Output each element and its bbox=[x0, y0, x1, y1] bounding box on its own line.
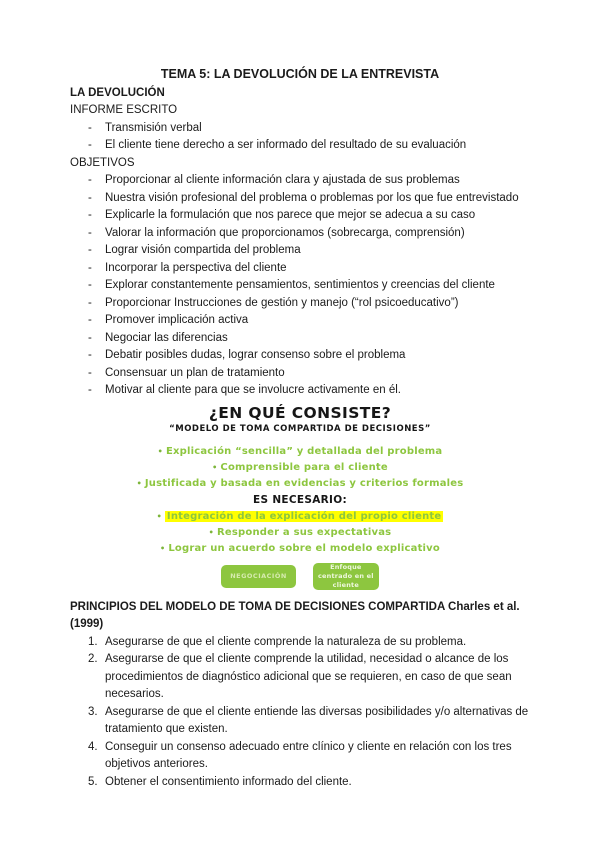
dash-bullet-marker: - bbox=[88, 279, 92, 291]
numbered-item bbox=[70, 774, 530, 792]
bullet-item bbox=[70, 347, 530, 365]
dash-bullet-marker: - bbox=[88, 296, 92, 309]
item-number: 5. bbox=[88, 775, 98, 788]
green-bullet-text: Responder a sus expectativas bbox=[217, 527, 392, 539]
enfoque-centrado-button: Enfoque centrado en el cliente bbox=[313, 563, 379, 590]
green-bullet-marker: • bbox=[212, 462, 218, 472]
green-bullet-text: Comprensible para el cliente bbox=[220, 461, 388, 473]
bullet-item bbox=[70, 242, 530, 260]
green-bullet-marker: • bbox=[160, 544, 166, 554]
green-bullet-marker: • bbox=[156, 511, 162, 521]
bullet-item-text: Negociar las diferencias bbox=[105, 331, 228, 344]
dash-bullet-marker: - bbox=[88, 261, 92, 274]
green-bullet-line bbox=[70, 460, 530, 476]
bullet-item bbox=[70, 295, 530, 313]
green-bullet-line bbox=[70, 476, 530, 492]
bullet-item-text: Lograr visión compartida del problema bbox=[105, 244, 301, 256]
item-number: 3. bbox=[88, 705, 98, 718]
document-title: TEMA 5: LA DEVOLUCIÓN DE LA ENTREVISTA bbox=[160, 67, 440, 81]
bullet-item-text: Valorar la información que proporcionamos (sobrecarga, comprensión) bbox=[105, 226, 465, 239]
bullet-item-text: Nuestra visión profesional del problema o problemas por los que fue entrevistado bbox=[105, 191, 519, 204]
bullet-item-text: Consensuar un plan de tratamiento bbox=[105, 366, 285, 379]
bullet-item bbox=[70, 207, 530, 225]
button-row bbox=[70, 563, 530, 590]
item-number: 4. bbox=[88, 740, 98, 753]
item-number: 2. bbox=[88, 653, 98, 666]
bullet-item bbox=[70, 172, 530, 190]
bullet-item-text: El cliente tiene derecho a ser informado del resultado de su evaluación bbox=[105, 139, 467, 151]
en-que-consiste-section bbox=[70, 403, 530, 590]
bullet-item bbox=[70, 137, 530, 155]
green-bullet-text: Justificada y basada en evidencias y criterios formales bbox=[144, 478, 464, 490]
bullet-item-text: Explorar constantemente pensamientos, sentimientos y creencias del cliente bbox=[105, 279, 495, 291]
bullet-item-text: Explicarle la formulación que nos parece que mejor se adecua a su caso bbox=[105, 209, 476, 221]
section-heading-la-devolucion: LA DEVOLUCIÓN bbox=[70, 86, 165, 99]
dash-bullet-marker: - bbox=[88, 226, 92, 239]
green-bullet-marker: • bbox=[136, 479, 142, 489]
dash-bullet-marker: - bbox=[88, 331, 92, 344]
dash-bullet-marker: - bbox=[88, 366, 92, 379]
bullet-item-text: Motivar al cliente para que se involucre activamente en él. bbox=[105, 384, 401, 396]
dash-bullet-marker: - bbox=[88, 244, 92, 256]
dash-bullet-marker: - bbox=[88, 349, 92, 361]
numbered-item-text: Conseguir un consenso adecuado entre clínico y cliente en relación con los tres objetivos anteriores. bbox=[105, 740, 512, 771]
negociacion-button: NEGOCIACIÓN bbox=[221, 565, 296, 588]
bullet-item bbox=[70, 190, 530, 208]
numbered-item-text: Asegurarse de que el cliente entiende las diversas posibilidades y/o alternativas de tratamiento que existen. bbox=[105, 705, 529, 736]
green-bullet-text: Explicación “sencilla” y detallada del problema bbox=[165, 445, 443, 457]
bullet-item bbox=[70, 365, 530, 383]
principios-heading: PRINCIPIOS DEL MODELO DE TOMA DE DECISIONES COMPARTIDA Charles et al. (1999) bbox=[70, 600, 520, 631]
consiste-heading: ¿EN QUÉ CONSISTE? bbox=[208, 403, 392, 422]
es-necesario-heading: ES NECESARIO: bbox=[253, 494, 347, 507]
numbered-item bbox=[70, 739, 530, 774]
dash-bullet-marker: - bbox=[88, 209, 92, 221]
bullet-item bbox=[70, 120, 530, 138]
bullet-item bbox=[70, 382, 530, 400]
bullet-item bbox=[70, 225, 530, 243]
numbered-item bbox=[70, 704, 530, 739]
item-number: 1. bbox=[88, 635, 98, 648]
dash-bullet-marker: - bbox=[88, 139, 92, 151]
numbered-item-text: Asegurarse de que el cliente comprende la naturaleza de su problema. bbox=[105, 635, 467, 648]
bullet-item-text: Transmisión verbal bbox=[105, 121, 202, 134]
green-bullet-line bbox=[70, 541, 530, 557]
numbered-item-text: Obtener el consentimiento informado del cliente. bbox=[105, 775, 352, 788]
bullet-item-text: Debatir posibles dudas, lograr consenso sobre el problema bbox=[105, 349, 406, 361]
numbered-item bbox=[70, 651, 530, 704]
bullet-item-text: Proporcionar al cliente información clara y ajustada de sus problemas bbox=[105, 174, 460, 186]
bullet-item bbox=[70, 312, 530, 330]
green-bullet-line bbox=[70, 525, 530, 541]
section-heading-informe-escrito: INFORME ESCRITO bbox=[70, 104, 178, 116]
green-bullet-line bbox=[70, 444, 530, 460]
green-bullet-marker: • bbox=[157, 446, 163, 456]
bullet-item bbox=[70, 260, 530, 278]
dash-bullet-marker: - bbox=[88, 174, 92, 186]
bullet-item-text: Proporcionar Instrucciones de gestión y manejo (“rol psicoeducativo”) bbox=[105, 296, 459, 309]
bullet-item bbox=[70, 330, 530, 348]
numbered-item-text: Asegurarse de que el cliente comprende la utilidad, necesidad o alcance de los procedimientos de diagnóstico adicional que se requieren, en caso de que sean necesarios. bbox=[105, 653, 512, 701]
highlighted-text: Integración de la explicación del propio cliente bbox=[166, 510, 442, 522]
bullet-item bbox=[70, 277, 530, 295]
green-bullet-marker: • bbox=[208, 528, 214, 538]
consiste-subtitle: “MODELO DE TOMA COMPARTIDA DE DECISIONES” bbox=[169, 423, 431, 434]
numbered-item bbox=[70, 634, 530, 652]
section-heading-objetivos: OBJETIVOS bbox=[70, 156, 135, 169]
dash-bullet-marker: - bbox=[88, 121, 92, 134]
dash-bullet-marker: - bbox=[88, 384, 92, 396]
dash-bullet-marker: - bbox=[88, 191, 92, 204]
green-bullet-text: Lograr un acuerdo sobre el modelo explicativo bbox=[168, 543, 440, 555]
green-bullet-line-highlighted bbox=[70, 509, 530, 525]
bullet-item-text: Incorporar la perspectiva del cliente bbox=[105, 261, 287, 274]
bullet-item-text: Promover implicación activa bbox=[105, 314, 249, 326]
dash-bullet-marker: - bbox=[88, 314, 92, 326]
